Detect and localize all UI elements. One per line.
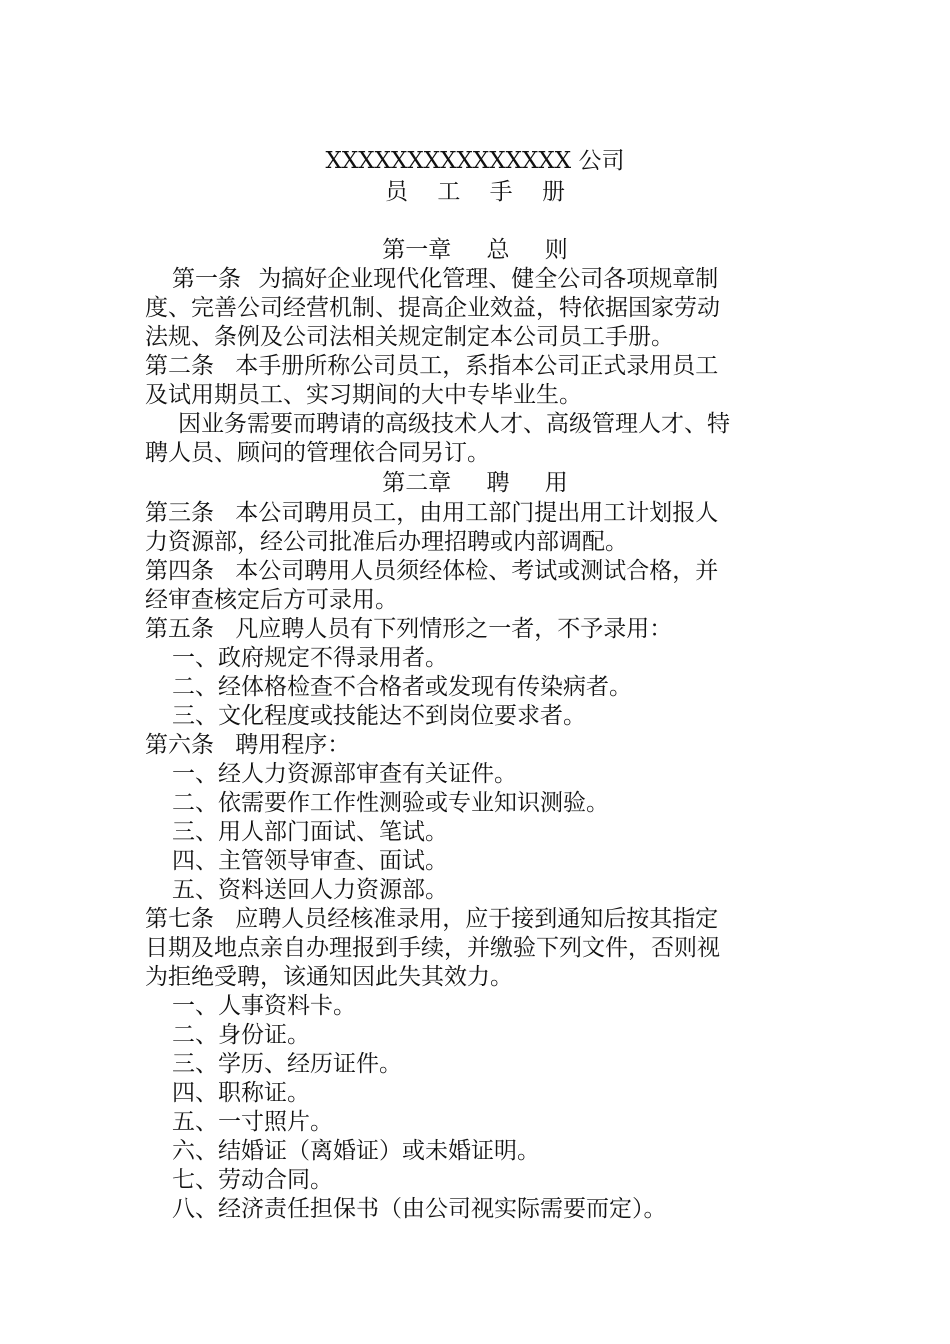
list-item: 六、结婚证（离婚证）或未婚证明。 [172, 1138, 540, 1164]
chapter2-heading: 第二章 聘 用 [382, 470, 568, 496]
list-item: 二、依需要作工作性测验或专业知识测验。 [172, 790, 609, 816]
manual-title: 员 工 手 册 [385, 179, 565, 205]
article4-line2: 经审查核定后方可录用。 [145, 587, 398, 613]
list-item: 二、身份证。 [172, 1022, 310, 1048]
article7-line3: 为拒绝受聘，该通知因此失其效力。 [145, 964, 513, 990]
list-item: 四、职称证。 [172, 1080, 310, 1106]
list-item: 五、资料送回人力资源部。 [172, 877, 448, 903]
list-item: 三、用人部门面试、笔试。 [172, 819, 448, 845]
article3-line1: 第三条 本公司聘用员工，由用工部门提出用工计划报人 [145, 500, 719, 526]
article5-line1: 第五条 凡应聘人员有下列情形之一者，不予录用： [145, 616, 673, 642]
article2-para2-line2: 聘人员、顾问的管理依合同另订。 [145, 440, 490, 466]
list-item: 一、经人力资源部审查有关证件。 [172, 761, 517, 787]
article1-line1: 第一条 为搞好企业现代化管理、健全公司各项规章制 [172, 266, 719, 292]
list-item: 七、劳动合同。 [172, 1167, 333, 1193]
list-item: 二、经体格检查不合格者或发现有传染病者。 [172, 674, 632, 700]
article1-line2: 度、完善公司经营机制、提高企业效益，特依据国家劳动 [145, 295, 720, 321]
list-item: 一、人事资料卡。 [172, 993, 356, 1019]
article1-line3: 法规、条例及公司法相关规定制定本公司员工手册。 [145, 324, 674, 350]
list-item: 五、一寸照片。 [172, 1109, 333, 1135]
list-item: 四、主管领导审查、面试。 [172, 848, 448, 874]
list-item: 八、经济责任担保书（由公司视实际需要而定）。 [172, 1196, 667, 1222]
article2-line1: 第二条 本手册所称公司员工，系指本公司正式录用员工 [145, 353, 719, 379]
article6-line1: 第六条 聘用程序： [145, 732, 351, 758]
article4-line1: 第四条 本公司聘用人员须经体检、考试或测试合格，并 [145, 558, 719, 584]
list-item: 一、政府规定不得录用者。 [172, 645, 448, 671]
list-item: 三、学历、经历证件。 [172, 1051, 402, 1077]
list-item: 三、文化程度或技能达不到岗位要求者。 [172, 703, 586, 729]
article7-line1: 第七条 应聘人员经核准录用，应于接到通知后按其指定 [145, 906, 719, 932]
article2-para2-line1: 因业务需要而聘请的高级技术人才、高级管理人才、特 [178, 411, 730, 437]
chapter1-heading: 第一章 总 则 [382, 237, 568, 263]
article2-line2: 及试用期员工、实习期间的大中专毕业生。 [145, 382, 582, 408]
article3-line2: 力资源部，经公司批准后办理招聘或内部调配。 [145, 529, 628, 555]
article7-line2: 日期及地点亲自办理报到手续，并缴验下列文件，否则视 [145, 935, 720, 961]
company-title: XXXXXXXXXXXXXXX 公司 [325, 148, 625, 174]
